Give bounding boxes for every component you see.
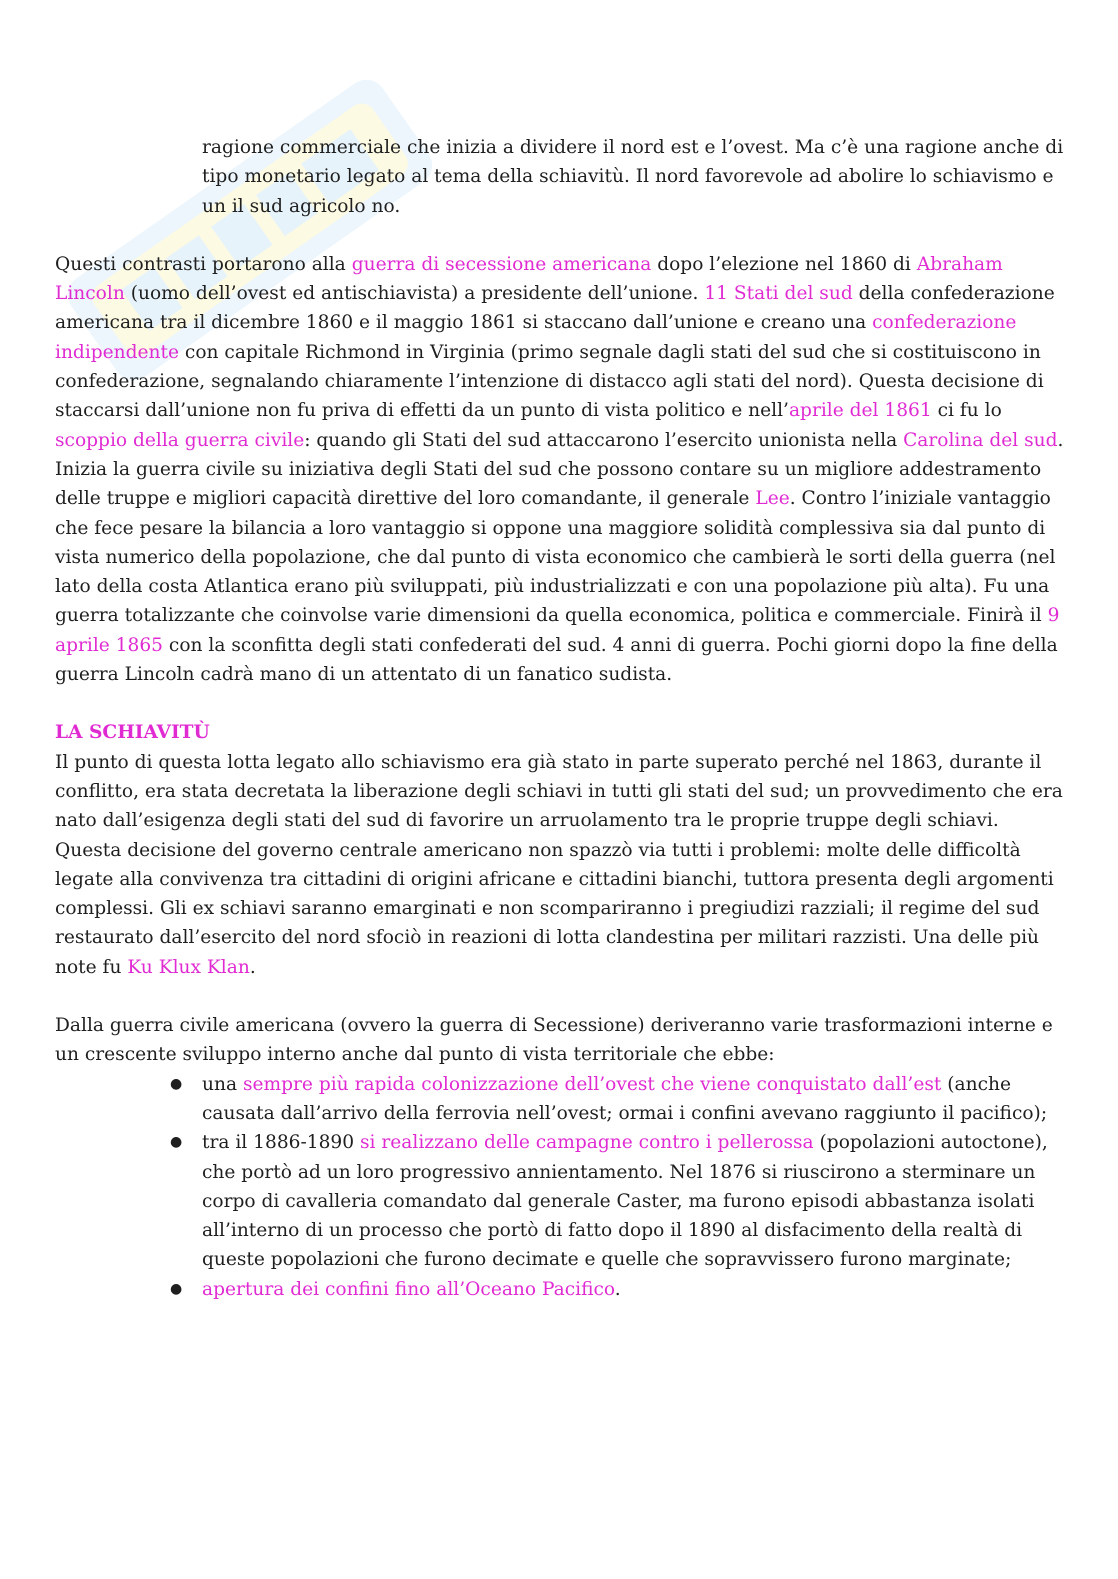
transformations-list (55, 1070, 1065, 1304)
highlight-colonization: sempre più rapida colonizzazione dell’ovest che viene conquistato dall’est (242, 1073, 942, 1095)
highlight-southern-states: 11 Stati del sud (704, 283, 853, 305)
highlight-lincoln: Abraham Lincoln (55, 253, 1003, 305)
highlight-borders: apertura dei confini fino all’Oceano Pacifico (202, 1278, 615, 1300)
section-heading: LA SCHIAVITÙ (55, 722, 210, 744)
list-item: ● apertura dei confini fino all’Oceano Pacifico. (202, 1275, 1065, 1304)
highlight-secession-war: guerra di secessione americana (351, 253, 652, 275)
highlight-civil-war-outbreak: scoppio della guerra civile (55, 429, 305, 451)
slavery-paragraph: Il punto di questa lotta legato allo schiavismo era già stato in parte superato perché nel 1863, durante il conflitto, era stata decretata la liberazione degli schiavi in tutti gli stati del sud; un provvedimento che era nato dall’esigenza degli stati del sud di favorire un arruolamento tra le proprie truppe degli schiavi. Questa decisione del governo centrale americano non spazzò via tutti i problemi: molte delle difficoltà legate alla convivenza tra cittadini di origini africane e cittadini bianchi, tuttora presenta degli argomenti complessi. Gli ex schiavi saranno emarginati e non scompariranno i pregiudizi razziali; il regime del sud restaurato dall’esercito del nord sfociò in reazioni di lotta clandestina per militari razzisti. Una delle più note fu Ku Klux Klan. (55, 751, 1063, 978)
highlight-campaigns: si realizzano delle campagne contro i pellerossa (360, 1132, 814, 1154)
document-page (55, 133, 1065, 1304)
highlight-kkk: Ku Klux Klan (127, 956, 250, 978)
intro-indented-paragraph: ragione commerciale che inizia a dividere il nord est e l’ovest. Ma c’è una ragione anche di tipo monetario legato al tema della schiavitù. Il nord favorevole ad abolire lo schiavismo e un il sud agricolo no. (202, 137, 1064, 217)
bullet-icon: ● (170, 1280, 183, 1297)
highlight-lee: Lee (755, 488, 790, 510)
list-item: ● tra il 1886-1890 si realizzano delle campagne contro i pellerossa (popolazioni autoctone), che portò ad un loro progressivo annientamento. Nel 1876 si riuscirono a sterminare un corpo di cavalleria comandato dal generale Caster, ma furono episodi abbastanza isolati all’interno di un processo che portò di fatto dopo il 1890 al disfacimento della realtà di queste popolazioni che furono decimate e quelle che sopravvissero furono marginate; (202, 1128, 1065, 1274)
highlight-end-date: 9 aprile 1865 (55, 605, 1060, 656)
secession-paragraph: Questi contrasti portarono alla guerra di secessione americana dopo l’elezione nel 1860 di Abraham Lincoln (uomo dell’ovest ed antischiavista) a presidente dell’unione. 11 Stati del sud della confederazione americana tra il dicembre 1860 e il maggio 1861 si staccano dall’unione e creano una confederazione indipendente con capitale Richmond in Virginia (primo segnale dagli stati del sud che si costituiscono in confederazione, segnalando chiaramente l’intenzione di distacco agli stati del nord). Questa decisione di staccarsi dall’unione non fu priva di effetti da un punto di vista politico e nell’aprile del 1861 ci fu lo scoppio della guerra civile: quando gli Stati del sud attaccarono l’esercito unionista nella Carolina del sud. Inizia la guerra civile su iniziativa degli Stati del sud che possono contare su un migliore addestramento delle truppe e migliori capacità direttive del loro comandante, il generale Lee. Contro l’iniziale vantaggio che fece pesare la bilancia a loro vantaggio si oppone una maggiore solidità complessiva sia dal punto di vista numerico della popolazione, che dal punto di vista economico che cambierà le sorti della guerra (nel lato della costa Atlantica erano più sviluppati, più industrializzati e con una popolazione più alta). Fu una guerra totalizzante che coinvolse varie dimensioni da quella economica, politica e commerciale. Finirà il 9 aprile 1865 con la sconfitta degli stati confederati del sud. 4 anni di guerra. Pochi giorni dopo la fine della guerra Lincoln cadrà mano di un attentato di un fanatico sudista. (55, 253, 1064, 686)
highlight-april-1861: aprile del 1861 (788, 400, 932, 422)
bullet-icon: ● (170, 1134, 183, 1151)
bullet-icon: ● (170, 1075, 183, 1092)
transformations-paragraph: Dalla guerra civile americana (ovvero la guerra di Secessione) deriveranno varie trasformazioni interne e un crescente sviluppo interno anche dal punto di vista territoriale che ebbe: (55, 1015, 1053, 1066)
highlight-south-carolina: Carolina del sud (903, 429, 1058, 451)
list-item: ● una sempre più rapida colonizzazione dell’ovest che viene conquistato dall’est (anche causata dall’arrivo della ferrovia nell’ovest; ormai i confini avevano raggiunto il pacifico); (202, 1070, 1065, 1129)
highlight-confederation: confederazione indipendente (55, 312, 1017, 363)
